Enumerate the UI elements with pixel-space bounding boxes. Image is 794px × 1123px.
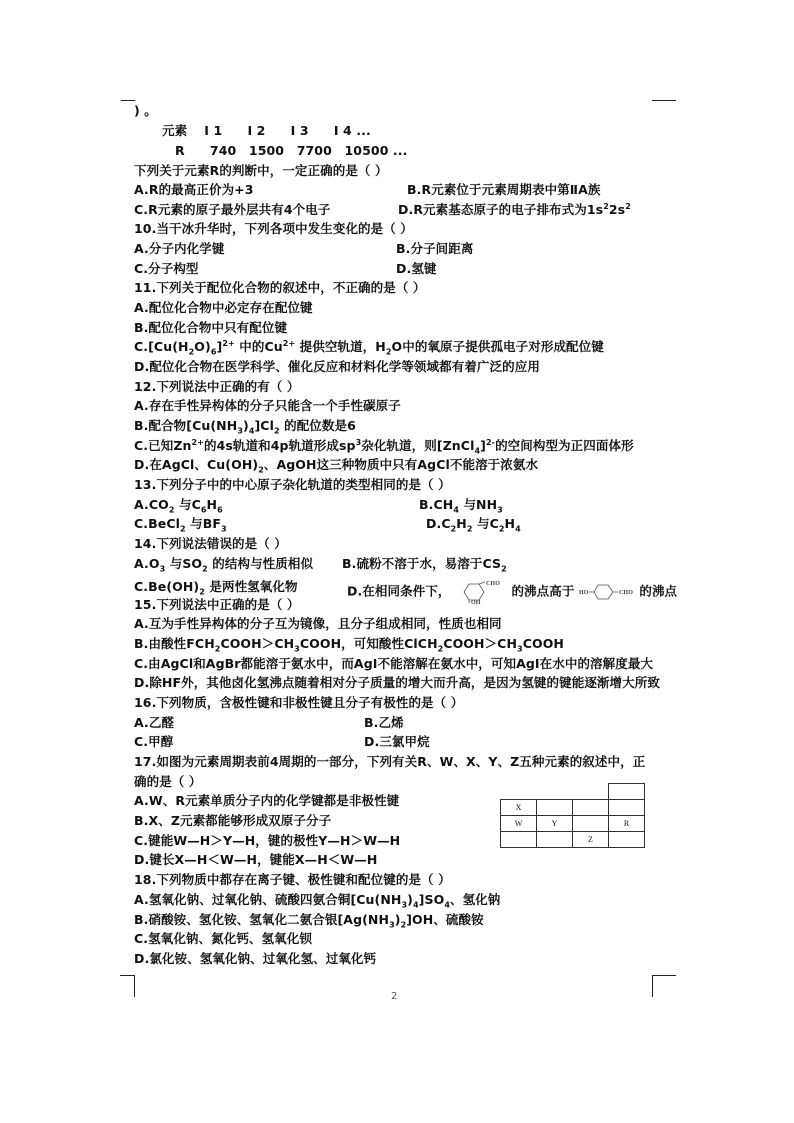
question-10-stem: 10.当干冰升华时，下列各项中发生变化的是（ ） xyxy=(134,221,413,236)
q12-option-a: A.存在手性异构体的分子只能含一个手性碳原子 xyxy=(134,398,401,413)
q18-option-c: C.氢氧化钠、氮化钙、氢氧化钡 xyxy=(134,931,312,946)
grid-cell xyxy=(573,816,609,832)
crop-mark-bottom-right-v xyxy=(652,975,653,997)
question-17-stem-cont: 确的是（ ） xyxy=(134,774,202,789)
q11-option-a: A.配位化合物中必定存在配位键 xyxy=(134,300,313,315)
question-9-stem: 下列关于元素R的判断中，一定正确的是（ ） xyxy=(134,163,388,178)
q11-option-d: D.配位化合物在医学科学、催化反应和材料化学等领域都有着广泛的应用 xyxy=(134,359,540,374)
q9-option-b: B.R元素位于元素周期表中第ⅡA族 xyxy=(407,182,601,197)
q12-option-c: C.已知$Zn^{2+}$的4s轨道和4p轨道形成$sp^3$杂化轨道，则[ZnCl$_4$]$^{2-}$的空间构型为正四面体形 xyxy=(134,437,634,456)
q9-option-c: C.R元素的原子最外层共有4个电子 xyxy=(134,202,331,217)
para-hydroxybenzaldehyde-structure xyxy=(579,582,635,602)
q18-option-d: D.氯化铵、氢氧化钠、过氧化氢、过氧化钙 xyxy=(134,951,377,966)
q14-option-a: $A.O_3$ 与$SO_2$ 的结构与性质相似 xyxy=(134,556,314,574)
q9-option-a: A.R的最高正价为+3 xyxy=(134,182,254,197)
q10-option-a: A.分子内化学键 xyxy=(134,241,225,256)
question-17-stem: 17.如图为元素周期表前4周期的一部分，下列有关R、W、X、Y、Z五种元素的叙述中，正 xyxy=(134,754,646,769)
q16-option-d: D.三氯甲烷 xyxy=(364,734,430,749)
grid-cell xyxy=(537,784,573,800)
question-11-stem: 11.下列关于配位化合物的叙述中，不正确的是（ ） xyxy=(134,280,426,295)
q13-option-d: $D.C_2H_2$ 与$C_2H_4$ xyxy=(426,516,521,534)
crop-mark-bottom-left-v xyxy=(134,975,135,997)
q15-option-a: A.互为手性异构体的分子互为镜像，且分子组成相同，性质也相同 xyxy=(134,616,502,631)
q18-option-a: A.氢氧化钠、过氧化钠、硫酸四氨合铜$[Cu(NH_3)_4]SO_4$、氢化钠 xyxy=(134,892,501,910)
q15-option-c: C.由AgCl和AgBr都能溶于氨水中，而AgI不能溶解在氨水中，可知AgI在水中的溶解度最大 xyxy=(134,656,654,671)
crop-mark-bottom-left xyxy=(120,975,134,976)
q10-option-b: B.分子间距离 xyxy=(396,241,474,256)
question-15-stem: 15.下列说法中正确的是（ ） xyxy=(134,597,300,612)
question-12-stem: 12.下列说法中正确的有（ ） xyxy=(134,379,300,394)
ortho-hydroxybenzaldehyde-structure xyxy=(455,580,507,604)
grid-cell-w: W xyxy=(501,816,537,832)
q11-option-b: B.配位化合物中只有配位键 xyxy=(134,320,288,335)
q13-option-a: $A.CO_2$ 与$C_6H_6$ xyxy=(134,497,223,515)
q16-option-c: C.甲醇 xyxy=(134,734,174,749)
q16-option-a: A.乙醛 xyxy=(134,715,175,730)
q12-option-d: D.在AgCl、$Cu(OH)_2$、AgOH这三种物质中只有AgCl不能溶于浓氨水 xyxy=(134,457,539,475)
ionization-table-row: R 740 1500 7700 10500 ... xyxy=(175,143,408,158)
q15-option-b: B.由酸性$FCH_2COOH>CH_3COOH$，可知酸性$ClCH_2COOH>CH_3COOH$ xyxy=(134,636,564,654)
grid-cell xyxy=(537,832,573,848)
grid-cell xyxy=(501,832,537,848)
crop-mark-bottom-right xyxy=(652,975,676,976)
grid-cell xyxy=(609,832,645,848)
grid-cell xyxy=(537,800,573,816)
q12-option-b: B.配合物$[Cu(NH_3)_4]Cl_2$ 的配位数是6 xyxy=(134,418,356,436)
q14-option-b: B.硫粉不溶于水，易溶于$CS_2$ xyxy=(342,556,507,574)
q10-option-d: D.氢键 xyxy=(396,261,437,276)
question-14-stem: 14.下列说法错误的是（ ） xyxy=(134,536,287,551)
q17-option-b: B.X、Z元素都能够形成双原子分子 xyxy=(134,813,332,828)
q17-option-d: D.键长X—H＜W—H，键能X—H＜W—H xyxy=(134,852,378,867)
question-13-stem: 13.下列分子中的中心原子杂化轨道的类型相同的是（ ） xyxy=(134,477,451,492)
grid-cell xyxy=(573,784,609,800)
grid-cell xyxy=(609,800,645,816)
q13-option-c: C.BeCl$_2$ 与$BF_3$ xyxy=(134,516,227,534)
q18-option-b: B.硝酸铵、氢化铵、氢氧化二氨合银$[Ag(NH_3)_2]OH$、硫酸铵 xyxy=(134,912,484,930)
q16-option-b: B.乙烯 xyxy=(364,715,404,730)
q9-option-d: D.R元素基态原子的电子排布式为$1s^22s^2$ xyxy=(398,201,631,217)
crop-mark-top-left xyxy=(121,100,135,101)
q14-option-c: $C.Be(OH)_2$ 是两性氢氧化物 xyxy=(134,579,298,597)
q15-option-d: D.除HF外，其他卤化氢沸点随着相对分子质量的增大而升高，是因为氢键的键能逐渐增大所致 xyxy=(134,675,660,690)
grid-cell-r: R xyxy=(609,816,645,832)
q17-option-c: C.键能W—H＞Y—H，键的极性Y—H＞W—H xyxy=(134,833,401,848)
grid-cell xyxy=(501,784,537,800)
q13-option-b: $B.CH_4$ 与$NH_3$ xyxy=(419,497,503,515)
question-18-stem: 18.下列物质中都存在离子键、极性键和配位键的是（ ） xyxy=(134,872,451,887)
grid-cell-z: Z xyxy=(573,832,609,848)
mol1-cho-label: CHO xyxy=(485,581,500,587)
q10-option-c: C.分子构型 xyxy=(134,261,199,276)
text-line: ) 。 xyxy=(134,103,157,118)
q11-option-c: $C.[Cu(H_2O)_6]^{2+}$ 中的$Cu^{2+}$ 提供空轨道，$H_2O$中的氧原子提供孤电子对形成配位键 xyxy=(134,338,604,357)
page-number: 2 xyxy=(391,991,398,1002)
grid-cell-y: Y xyxy=(537,816,573,832)
q14-option-d: D.在相同条件下， CHO OH 的沸点高于 HO CHO 的沸点 xyxy=(347,581,678,604)
grid-cell-x: X xyxy=(501,800,537,816)
mol1-oh-label: OH xyxy=(470,600,481,604)
mol2-cho-label: CHO xyxy=(618,590,633,596)
periodic-table-fragment xyxy=(500,783,645,848)
q17-option-a: A.W、R元素单质分子内的化学键都是非极性键 xyxy=(134,793,400,808)
grid-cell xyxy=(609,784,645,800)
crop-mark-top-right xyxy=(652,100,676,101)
grid-cell xyxy=(573,800,609,816)
ionization-table-header: 元素 I 1 I 2 I 3 I 4 ... xyxy=(162,123,371,138)
mol2-ho-label: HO xyxy=(578,590,589,596)
question-16-stem: 16.下列物质，含极性键和非极性键且分子有极性的是（ ） xyxy=(134,695,464,710)
